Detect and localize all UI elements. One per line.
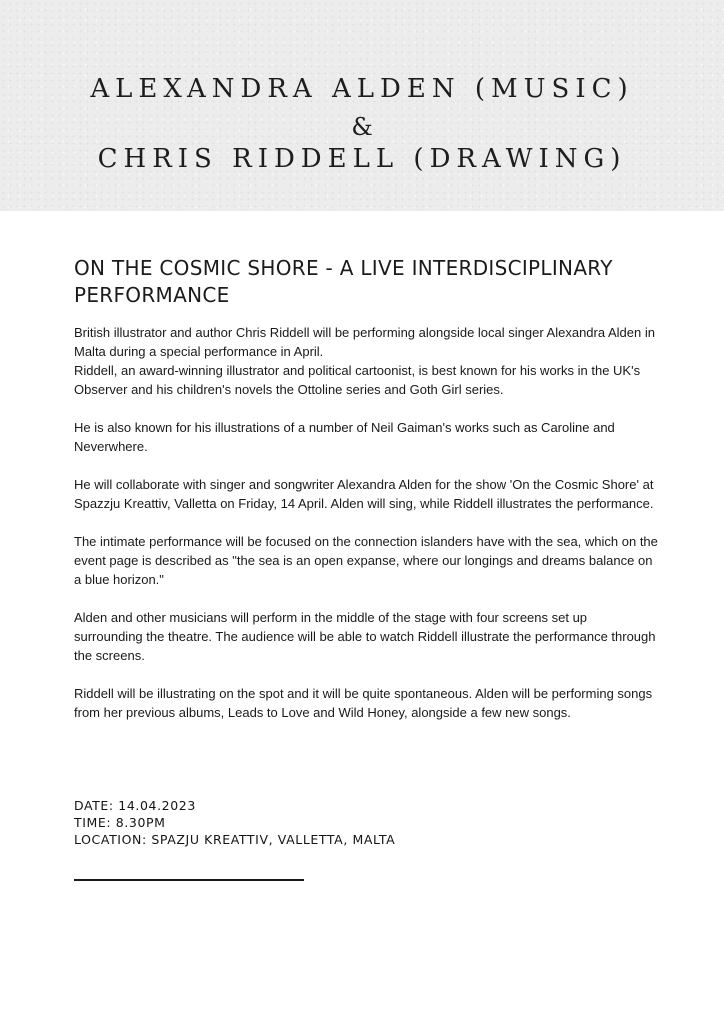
paragraph: Alden and other musicians will perform in the middle of the stage with four screens set up surrounding the theatre. The audience will be able to watch Riddell illustrate the performance through the screens. [74, 610, 656, 663]
header-ampersand: & [351, 113, 373, 141]
paragraph: Riddell will be illustrating on the spot and it will be quite spontaneous. Alden will be performing songs from her previous albums, Leads to Love and Wild Honey, alongside a few new songs. [74, 686, 653, 720]
paragraph: Riddell, an award-winning illustrator and political cartoonist, is best known for his works in the UK's Observer and his children's novels the Ottoline series and Goth Girl series. [74, 363, 641, 397]
event-location: LOCATION: SPAZJU KREATTIV, VALLETTA, MALTA [74, 832, 396, 847]
paragraph: He will collaborate with singer and songwriter Alexandra Alden for the show 'On the Cosmic Shore' at Spazzju Kreattiv, Valletta on Friday, 14 April. Alden will sing, while Riddell illustrates the performance. [74, 477, 654, 511]
paragraph: He is also known for his illustrations of a number of Neil Gaiman's works such as Caroline and Neverwhere. [74, 420, 615, 454]
header-line-illustrator: CHRIS RIDDELL (DRAWING) [97, 144, 627, 174]
event-details [74, 797, 395, 848]
event-date: DATE: 14.04.2023 [74, 798, 196, 813]
event-time: TIME: 8.30PM [74, 815, 166, 830]
article-title: ON THE COSMIC SHORE - A LIVE INTERDISCIPLINARY PERFORMANCE [74, 256, 613, 307]
paragraph: British illustrator and author Chris Riddell will be performing alongside local singer Alexandra Alden in Malta during a special performance in April. [74, 325, 655, 359]
divider-line [74, 879, 304, 881]
paragraph: The intimate performance will be focused on the connection islanders have with the sea, which on the event page is described as "the sea is an open expanse, where our longings and dreams balance on a blue horizon." [74, 534, 658, 587]
header-banner [0, 0, 724, 211]
header-line-musician: ALEXANDRA ALDEN (MUSIC) [90, 74, 634, 104]
article-body [74, 323, 658, 741]
